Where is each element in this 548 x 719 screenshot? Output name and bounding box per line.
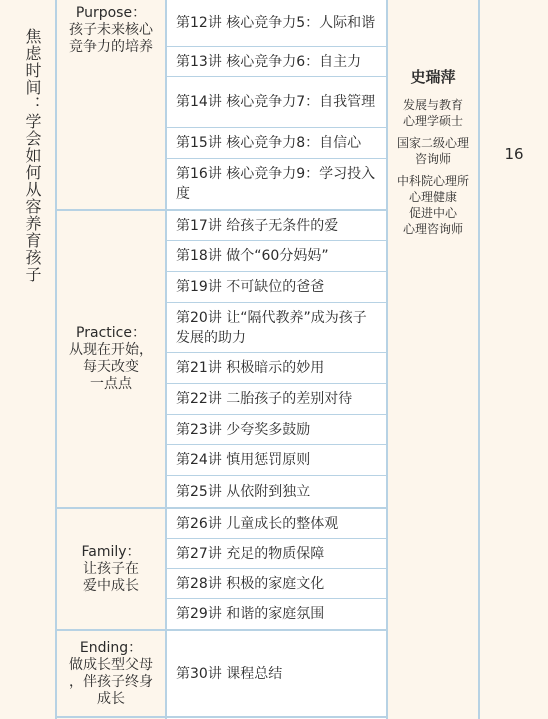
speaker-name: 史瑞萍 [410,68,456,86]
lesson-item: 第13讲 核心竞争力6：自主力 [176,53,362,70]
lesson-item: 第17讲 给孩子无条件的爱 [176,217,339,234]
course-topic: 焦虑时间：学会如何从容养育孩子 [23,28,42,283]
section-en-label: Ending： [79,639,143,656]
lesson-item: 第28讲 积极的家庭文化 [176,575,325,592]
section-purpose [57,0,165,60]
section-family [57,509,165,629]
section-zh-label: 孩子未来核心 竞争力的培养 [69,21,153,55]
lesson-item: 第29讲 和谐的家庭氛围 [176,606,325,622]
section-zh-label: 做成长型父母 ，伴孩子终身 成长 [69,656,153,707]
lesson-item: 第24讲 慎用惩罚原则 [176,452,311,468]
section-en-label: Practice： [76,325,146,341]
lesson-item: 第18讲 做个“60分妈妈” [176,248,329,264]
grid-line [478,0,480,719]
lesson-item: 第12讲 核心竞争力5：人际和谐 [176,15,376,31]
lesson-item: 第26讲 儿童成长的整体观 [176,515,339,532]
section-divider [56,716,387,718]
speaker-credential: 国家二级心理 咨询师 [396,136,469,166]
lesson-item: 第19讲 不可缺位的爸爸 [176,279,325,295]
lesson-item: 第21讲 积极暗示的妙用 [176,360,325,376]
section-zh-label: 让孩子在 爱中成长 [83,560,139,594]
speaker-credential: 中科院心理所 心理健康 促进中心 心理咨询师 [396,174,469,236]
lesson-item: 第30讲 课程总结 [176,665,283,682]
lesson-count: 16 [504,145,524,163]
lesson-item: 第22讲 二胎孩子的差别对待 [176,391,353,407]
section-en-label: Purpose： [75,4,147,21]
lesson-item: 第27讲 充足的物质保障 [176,545,325,562]
section-en-label: Family： [81,543,141,560]
section-practice [57,211,165,507]
lesson-item: 第20讲 让“隔代教养”成为孩子发展的助力 [176,309,367,346]
section-ending [57,631,165,716]
lesson-item: 第16讲 核心竞争力9：学习投入度 [176,166,376,202]
lesson-item: 第25讲 从依附到独立 [176,483,311,500]
speaker-credential: 发展与教育 心理学硕士 [402,98,463,128]
section-zh-label: 从现在开始， 每天改变 一点点 [69,342,153,392]
speaker-info [388,66,478,237]
lesson-item: 第23讲 少夸奖多鼓励 [176,421,311,438]
lesson-item: 第15讲 核心竞争力8：自信心 [176,135,362,151]
lesson-item: 第14讲 核心竞争力7：自我管理 [176,94,376,110]
